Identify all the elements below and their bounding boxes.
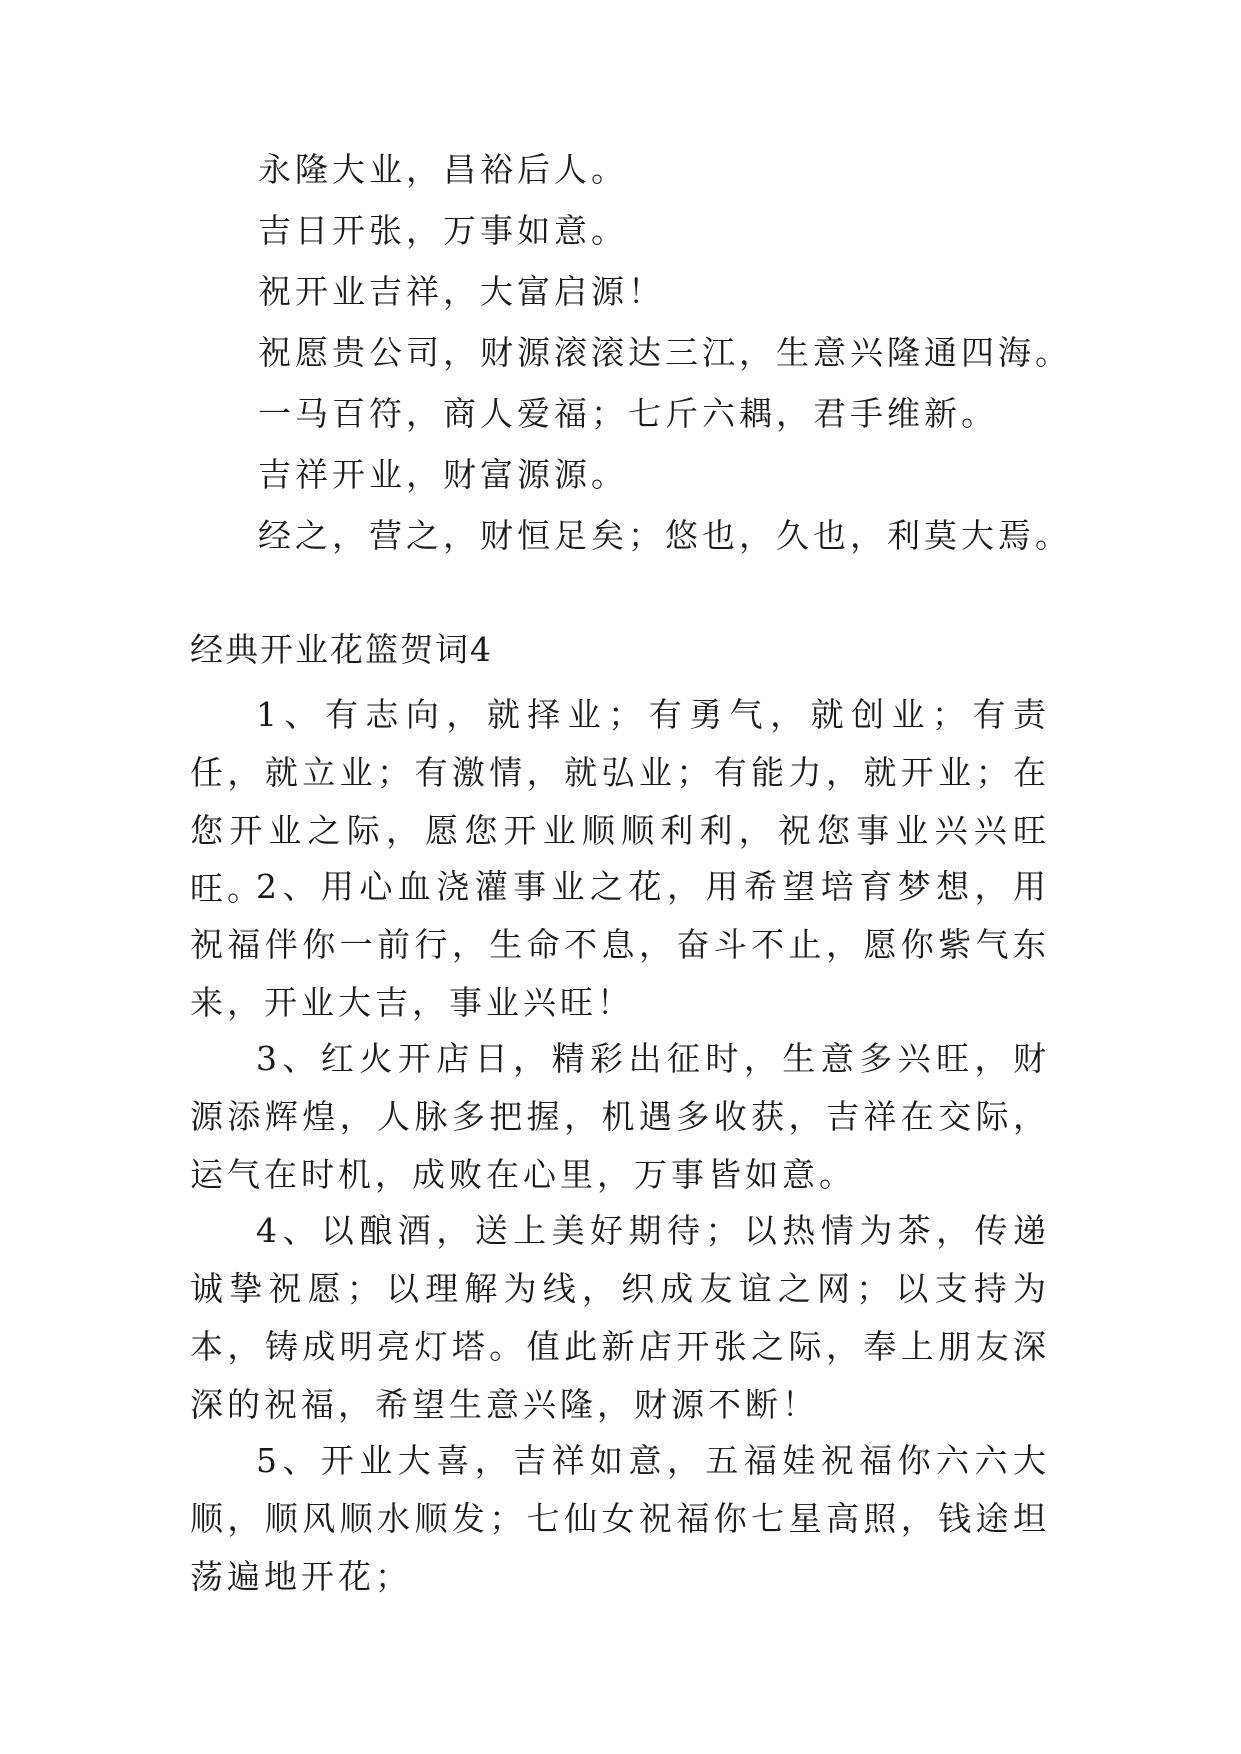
blessing-line-2: 吉日开张，万事如意。 — [258, 211, 628, 250]
blessing-line-7: 经之，营之，财恒足矣；悠也，久也，利莫大焉。 — [258, 516, 1072, 555]
blessing-line-4: 祝愿贵公司，财源滚滚达三江，生意兴隆通四海。 — [258, 333, 1072, 372]
blessing-line-6: 吉祥开业，财富源源。 — [258, 455, 628, 494]
paragraph-4: 4、以酿酒，送上美好期待；以热情为茶，传递诚挚祝愿；以理解为线，织成友谊之网；以支持为本，铸成明亮灯塔。值此新店开张之际，奉上朋友深深的祝福，希望生意兴隆，财源不断！ — [190, 1211, 1050, 1424]
paragraph-3: 3、红火开店日，精彩出征时，生意多兴旺，财源添辉煌，人脉多把握，机遇多收获，吉祥在交际，运气在时机，成败在心里，万事皆如意。 — [190, 1039, 1050, 1194]
blessing-line-3: 祝开业吉祥，大富启源！ — [258, 272, 665, 311]
paragraph-5: 5、开业大喜，吉祥如意，五福娃祝福你六六大顺，顺风顺水顺发；七仙女祝福你七星高照，钱途坦荡遍地开花； — [190, 1441, 1050, 1596]
paragraph-2: 2、用心血浇灌事业之花，用希望培育梦想，用祝福伴你一前行，生命不息，奋斗不止，愿你紫气东来，开业大吉，事业兴旺！ — [190, 867, 1050, 1022]
blessing-line-1: 永隆大业，昌裕后人。 — [258, 150, 628, 189]
section-heading: 经典开业花篮贺词4 — [190, 630, 493, 669]
blessing-line-5: 一马百符，商人爱福；七斤六耦，君手维新。 — [258, 394, 998, 433]
paragraph-1: 1、有志向，就择业；有勇气，就创业；有责任，就立业；有激情，就弘业；有能力，就开业；在您开业之际，愿您开业顺顺利利，祝您事业兴兴旺旺。 — [190, 695, 1050, 908]
